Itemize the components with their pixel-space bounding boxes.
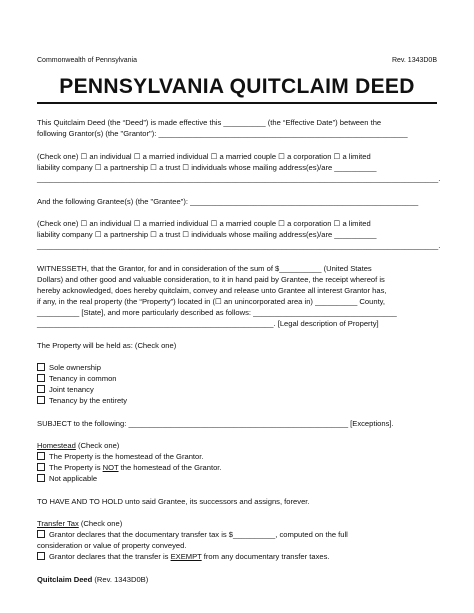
checkbox-icon[interactable] bbox=[37, 452, 45, 460]
footer-revision: (Rev. 1343D0B) bbox=[92, 575, 149, 584]
option-label-emphasis: EXEMPT bbox=[170, 552, 202, 561]
footer-title: Quitclaim Deed bbox=[37, 575, 93, 584]
transfer-tax-option-amount[interactable] bbox=[37, 529, 348, 541]
header-jurisdiction: Commonwealth of Pennsylvania bbox=[37, 57, 137, 64]
checkbox-icon[interactable] bbox=[37, 552, 45, 560]
option-label: Tenancy by the entirety bbox=[49, 396, 128, 405]
option-tenancy-in-common[interactable] bbox=[37, 373, 117, 385]
witnesseth-line-2: Dollars) and other good and valuable consideration, to it in hand paid by Grantee, the receipt whereof is bbox=[37, 275, 385, 284]
transfer-tax-heading bbox=[37, 518, 122, 530]
checkbox-icon[interactable] bbox=[37, 385, 45, 393]
witnesseth-line-5: __________ [State], and more particularly described as follows: __________________________________ bbox=[37, 308, 397, 317]
option-label-emphasis: NOT bbox=[102, 463, 119, 472]
intro-line-2: following Grantor(s) (the "Grantor"): ___________________________________________________________ bbox=[37, 129, 408, 138]
homestead-option-na[interactable] bbox=[37, 473, 97, 485]
grantee-type-line-2: liability company ☐ a partnership ☐ a trust ☐ individuals whose mailing address(es)/are __________ bbox=[37, 230, 377, 239]
witnesseth-line-6: ________________________________________________________. [Legal description of Property] bbox=[37, 319, 379, 328]
checkbox-icon[interactable] bbox=[37, 363, 45, 371]
homestead-option-not[interactable] bbox=[37, 462, 222, 474]
grantor-type-line-2: liability company ☐ a partnership ☐ a trust ☐ individuals whose mailing address(es)/are __________ bbox=[37, 163, 377, 172]
grantee-line: And the following Grantee(s) (the "Grantee"): ______________________________________________________ bbox=[37, 197, 419, 206]
header-revision: Rev. 1343D0B bbox=[391, 57, 437, 64]
document-title: PENNSYLVANIA QUITCLAIM DEED bbox=[59, 75, 415, 98]
checkbox-icon[interactable] bbox=[37, 474, 45, 482]
habendum-line: TO HAVE AND TO HOLD unto said Grantee, its successors and assigns, forever. bbox=[37, 497, 310, 506]
option-label: Joint tenancy bbox=[49, 385, 94, 394]
witnesseth-line-4: if any, in the real property (the “Property”) located in (☐ an unincorporated area in) __________ County, bbox=[37, 297, 386, 306]
option-sole-ownership[interactable] bbox=[37, 362, 101, 374]
homestead-heading-suffix: (Check one) bbox=[75, 441, 120, 450]
witnesseth-line-1: WITNESSETH, that the Grantor, for and in consideration of the sum of $__________ (United States bbox=[37, 264, 372, 273]
transfer-tax-option-amount-cont: consideration or value of property conveyed. bbox=[37, 541, 187, 550]
checkbox-icon[interactable] bbox=[37, 463, 45, 471]
option-label-pre: The Property is bbox=[49, 463, 103, 472]
transfer-tax-option-exempt[interactable] bbox=[37, 551, 330, 563]
grantor-type-line-1: (Check one) ☐ an individual ☐ a married individual ☐ a married couple ☐ a corporation ☐ a limited bbox=[37, 152, 371, 161]
option-label: Tenancy in common bbox=[49, 374, 117, 383]
page-footer bbox=[37, 575, 148, 584]
homestead-heading-label: Homestead bbox=[37, 441, 76, 450]
option-tenancy-by-entirety[interactable] bbox=[37, 395, 127, 407]
checkbox-icon[interactable] bbox=[37, 530, 45, 538]
title-divider bbox=[37, 102, 437, 104]
option-label: Sole ownership bbox=[49, 363, 101, 372]
checkbox-icon[interactable] bbox=[37, 396, 45, 404]
intro-line-1: This Quitclaim Deed (the “Deed”) is made effective this __________ (the “Effective Date”) between the bbox=[37, 118, 382, 127]
checkbox-icon[interactable] bbox=[37, 374, 45, 382]
option-label: Grantor declares that the documentary transfer tax is $__________, computed on the full bbox=[49, 530, 348, 539]
subject-line: SUBJECT to the following: ____________________________________________________ [Exceptions]. bbox=[37, 419, 394, 428]
homestead-option-is[interactable] bbox=[37, 451, 204, 463]
grantee-type-line-3: _______________________________________________________________________________________________. bbox=[37, 241, 441, 250]
witnesseth-line-3: hereby acknowledged, does hereby quitclaim, convey and release unto Grantee all interest Grantor has, bbox=[37, 286, 387, 295]
grantor-type-line-3: _______________________________________________________________________________________________. bbox=[37, 174, 441, 183]
held-as-heading: The Property will be held as: (Check one) bbox=[37, 341, 177, 350]
option-label-post: the homestead of the Grantor. bbox=[118, 463, 222, 472]
transfer-tax-heading-label: Transfer Tax bbox=[37, 519, 79, 528]
option-label: Not applicable bbox=[49, 474, 98, 483]
option-label: The Property is the homestead of the Grantor. bbox=[49, 452, 204, 461]
homestead-heading bbox=[37, 440, 119, 452]
option-label-pre: Grantor declares that the transfer is bbox=[49, 552, 171, 561]
transfer-tax-heading-suffix: (Check one) bbox=[78, 519, 123, 528]
option-joint-tenancy[interactable] bbox=[37, 384, 94, 396]
grantee-type-line-1: (Check one) ☐ an individual ☐ a married individual ☐ a married couple ☐ a corporation ☐ a limited bbox=[37, 219, 371, 228]
option-label-post: from any documentary transfer taxes. bbox=[201, 552, 330, 561]
